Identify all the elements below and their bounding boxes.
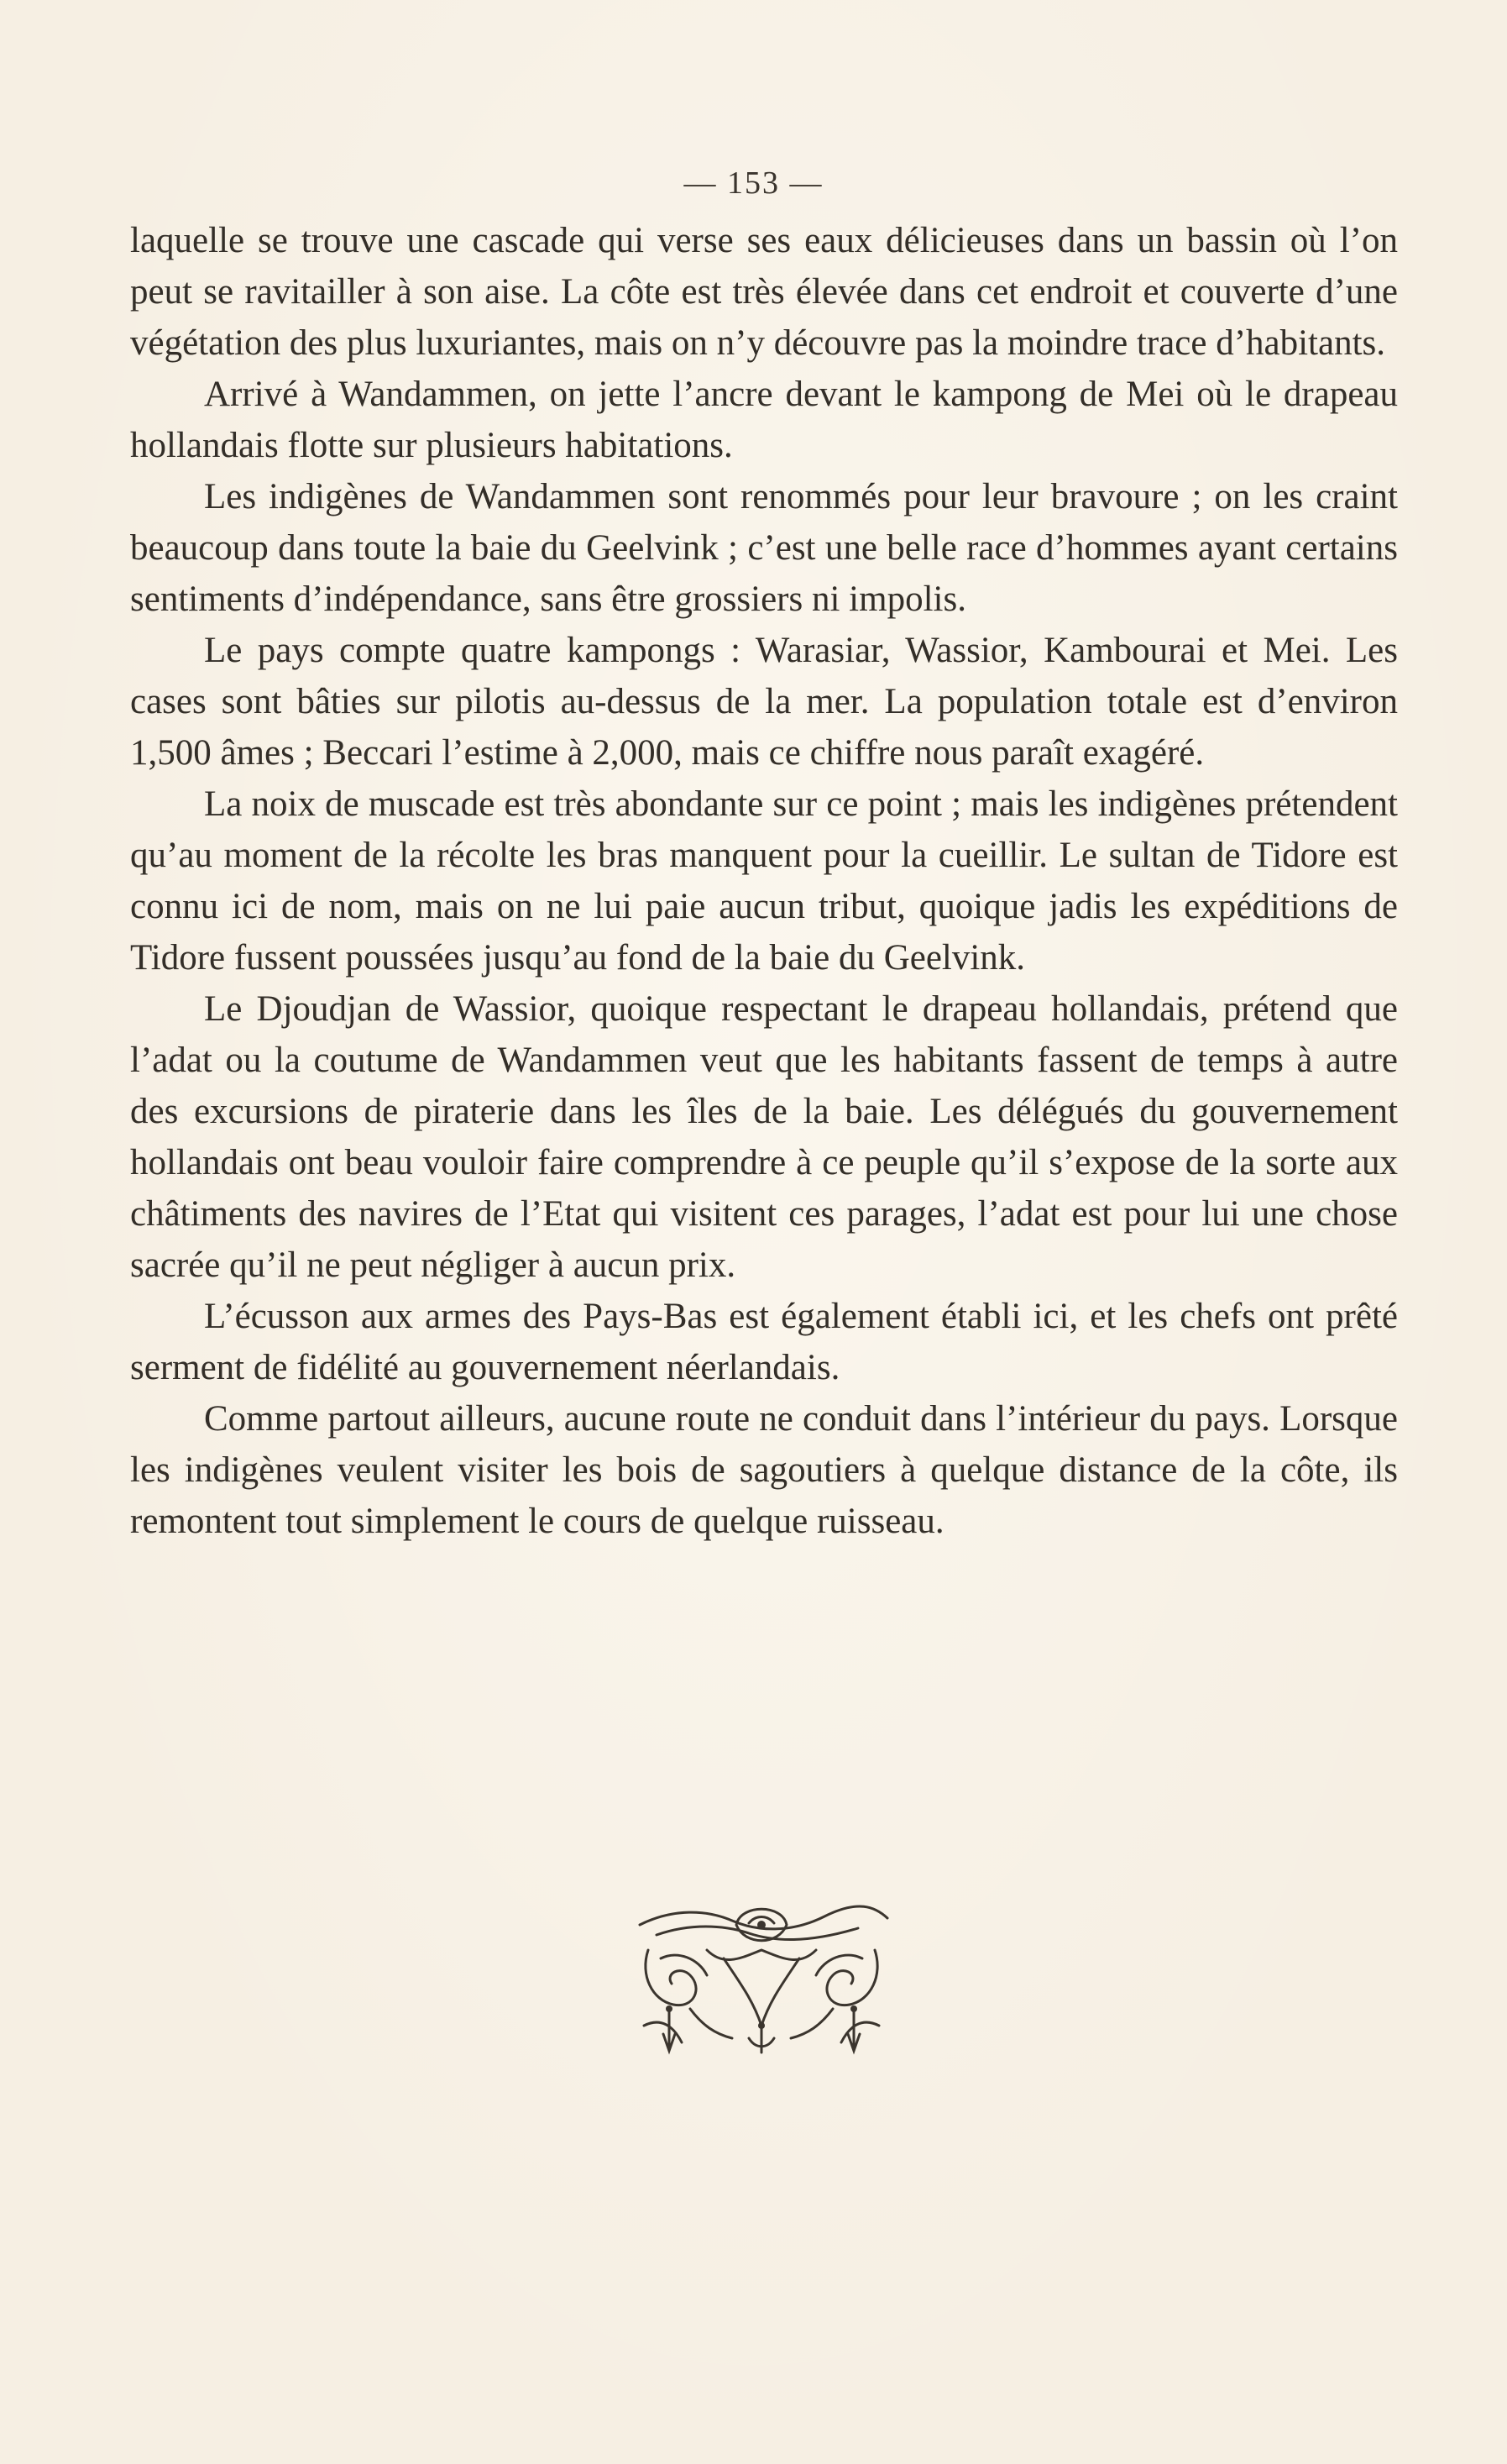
body-text bbox=[130, 215, 1398, 1547]
page-number: — 153 — bbox=[683, 165, 824, 201]
paragraph-5: La noix de muscade est très abondante sur ce point ; mais les indigènes prétendent qu’au moment de la récolte les bras manquent pour la cueillir. Le sultan de Tidore est connu ici de nom, mais on ne lui paie aucun tribut, quoique jadis les expéditions de Tidore fussent poussées jusqu’au fond de la baie du Geelvink. bbox=[130, 784, 1398, 978]
paragraph-8: Comme partout ailleurs, aucune route ne conduit dans l’intérieur du pays. Lorsque les indigènes veulent visiter les bois de sagoutiers à quelque distance de la côte, ils remontent tout simplement le cours de quelque ruisseau. bbox=[130, 1399, 1398, 1541]
paragraph-1: laquelle se trouve une cascade qui verse ses eaux délicieuses dans un bassin où l’on peut se ravitailler à son aise. La côte est très élevée dans cet endroit et couverte d’une végétation des plus luxuriantes, mais on n’y découvre pas la moindre trace d’habitants. bbox=[130, 221, 1398, 363]
paragraph-4: Le pays compte quatre kampongs : Warasiar, Wassior, Kambourai et Mei. Les cases sont bâties sur pilotis au-dessus de la mer. La population totale est d’environ 1,500 âmes ; Beccari l’estime à 2,000, mais ce chiffre nous paraît exagéré. bbox=[130, 631, 1398, 773]
paragraph-3: Les indigènes de Wandammen sont renommés pour leur bravoure ; on les craint beaucoup dans toute la baie du Geelvink ; c’est une belle race d’hommes ayant certains sentiments d’indépendance, sans être grossiers ni impolis. bbox=[130, 477, 1398, 619]
paragraph-6: Le Djoudjan de Wassior, quoique respectant le drapeau hollandais, prétend que l’adat ou la coutume de Wandammen veut que les habitants fassent de temps à autre des excursions de piraterie dans les îles de la baie. Les délégués du gouvernement hollandais ont beau vouloir faire comprendre à ce peuple qu’il s’expose de la sorte aux châtiments des navires de l’Etat qui visitent ces parages, l’adat est pour lui une chose sacrée qu’il ne peut négliger à aucun prix. bbox=[130, 989, 1398, 1285]
tailpiece-vignette-icon bbox=[623, 1900, 900, 2059]
paragraph-7: L’écusson aux armes des Pays-Bas est également établi ici, et les chefs ont prêté serment de fidélité au gouvernement néerlandais. bbox=[130, 1297, 1398, 1387]
paragraph-2: Arrivé à Wandammen, on jette l’ancre devant le kampong de Mei où le drapeau hollandais flotte sur plusieurs habitations. bbox=[130, 375, 1398, 465]
